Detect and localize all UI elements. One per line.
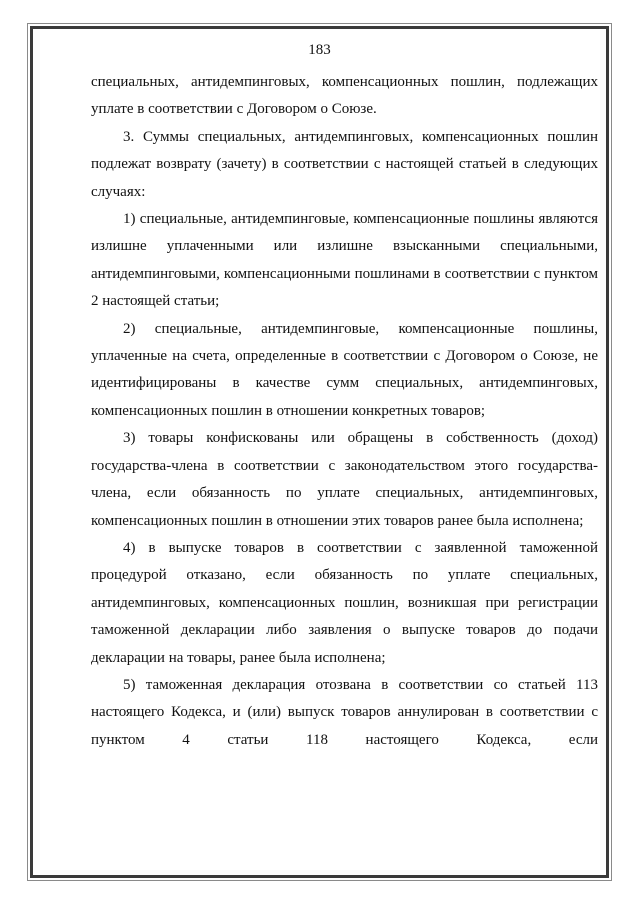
paragraph-subitem-2: 2) специальные, антидемпинговые, компенсационные пошлины, уплаченные на счета, определенные в соответствии с Договором о Союзе, не идентифицированы в качестве сумм специальных, антидемпинговых, компенсационных пошлин в отношении конкретных товаров; — [91, 320, 598, 419]
paragraph-subitem-3: 3) товары конфискованы или обращены в собственность (доход) государства-члена в соответствии с законодательством этого государства-члена, если обязанность по уплате специальных, антидемпинговых, компенсационных пошлин в отношении этих товаров ранее была исполнена; — [91, 430, 598, 529]
paragraph-subitem-1: 1) специальные, антидемпинговые, компенсационные пошлины являются излишне уплаченными или излишне взысканными специальными, антидемпинговыми, компенсационными пошлинами в соответствии с пунктом 2 настоящей статьи; — [91, 211, 598, 310]
document-body — [91, 69, 598, 754]
paragraph-subitem-5: 5) таможенная декларация отозвана в соответствии со статьей 113 настоящего Кодекса, и (или) выпуск товаров аннулирован в соответствии с пунктом 4 статьи 118 настоящего Кодекса, если — [91, 676, 598, 748]
paragraph-continuation: специальных, антидемпинговых, компенсационных пошлин, подлежащих уплате в соответствии с Договором о Союзе. — [91, 74, 598, 118]
paragraph-item-3: 3. Суммы специальных, антидемпинговых, компенсационных пошлин подлежат возврату (зачету) в соответствии с настоящей статьей в следующих случаях: — [91, 128, 598, 200]
page-number: 183 — [308, 42, 331, 58]
paragraph-subitem-4: 4) в выпуске товаров в соответствии с заявленной таможенной процедурой отказано, если обязанность по уплате специальных, антидемпинговых, компенсационных пошлин, возникшая при регистрации таможенной декларации либо заявления о выпуске товаров до подачи декларации на товары, ранее была исполнена; — [91, 539, 598, 666]
page-frame — [30, 26, 609, 878]
